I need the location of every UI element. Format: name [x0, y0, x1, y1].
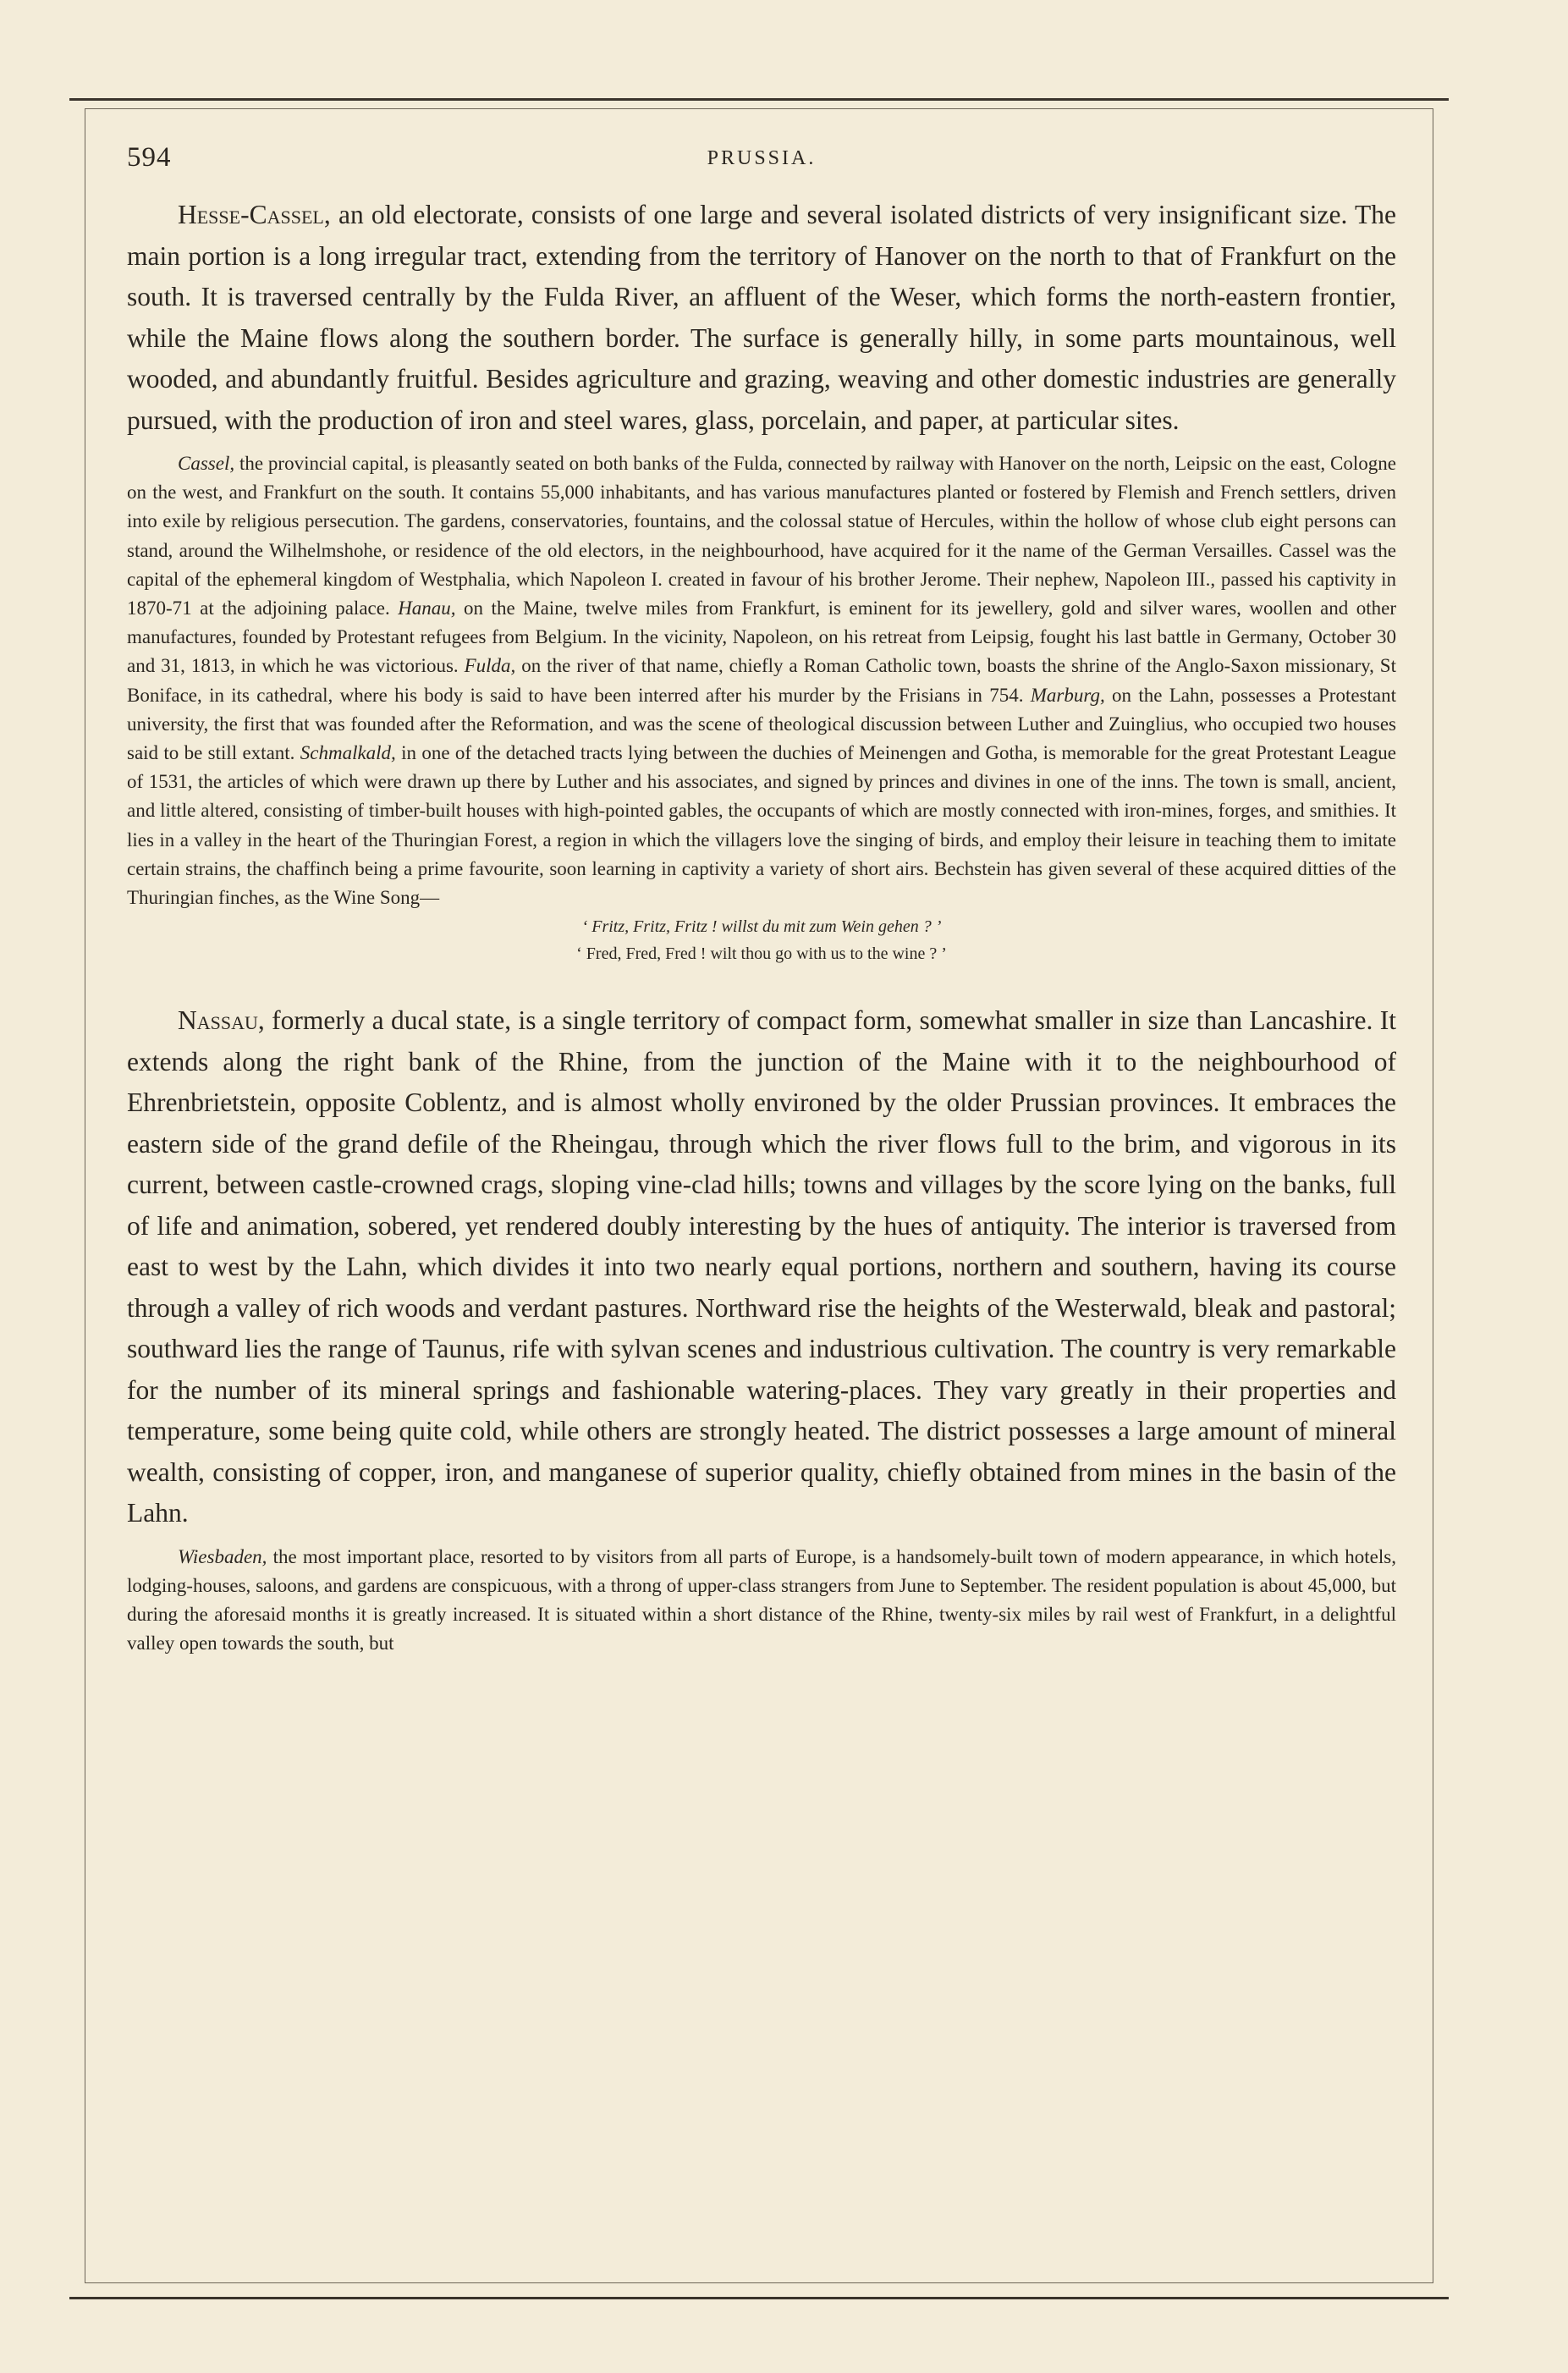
marburg-name: Marburg,: [1030, 684, 1105, 706]
hesse-cassel-lead: Hesse-Cassel,: [178, 200, 331, 229]
page-number: 594: [127, 142, 172, 173]
hanau-text: on the Maine, twelve miles from Frankfurt, is eminent for its jewellery, gold and silver wares, woollen and other manufactures, founded by Protestant refugees from Belgium. In the vicinity, Napoleon, on his retreat from Leipsig, fought his last battle in Germany, October 30 and 31, 1813, in which he was victorious.: [127, 597, 1396, 677]
nassau-lead: Nassau,: [178, 1005, 265, 1036]
schmalkald-text: in one of the detached tracts lying between the duchies of Meinengen and Gotha, is memorable for the great Protestant League of 1531, the articles of which were drawn up there by Luther and his associates, and signed by princes and divines in one of the inns. The town is small, ancient, and little altered, consisting of timber-built houses with high-pointed gables, the occupants of which are mostly connected with iron-mines, forges, and smithies. It lies in a valley in the heart of the Thuringian Forest, a region in which the villagers love the singing of birds, and employ their leisure in teaching them to imitate certain strains, the chaffinch being a prime favourite, soon learning in captivity a variety of short airs. Bechstein has given several of these acquired ditties of the Thuringian finches, as the Wine Song—: [127, 742, 1396, 909]
quote-english: ‘ Fred, Fred, Fred ! wilt thou go with us to the wine ? ’: [576, 944, 947, 964]
running-head: PRUSSIA.: [707, 147, 817, 169]
nassau-paragraph: [127, 1000, 1396, 1534]
quote-german-text: ‘ Fritz, Fritz, Fritz ! willst du mit zum Wein gehen ? ’: [581, 917, 942, 937]
wiesbaden-text: the most important place, resorted to by visitors from all parts of Europe, is a handsomely-built town of modern appearance, in which hotels, lodging-houses, saloons, and gardens are conspicuous, with a throng of upper-class strangers from June to September. The resident population is about 45,000, but during the aforesaid months it is greatly increased. It is situated within a short distance of the Rhine, twenty-six miles by rail west of Frankfurt, in a delightful valley open towards the south, but: [127, 1545, 1396, 1654]
page-header: [127, 142, 1396, 183]
wiesbaden-name: Wiesbaden,: [178, 1545, 267, 1567]
wiesbaden-note-paragraph: [127, 1543, 1396, 1659]
page-content: [127, 142, 1396, 1659]
nassau-text: formerly a ducal state, is a single territory of compact form, somewhat smaller in size than Lancashire. It extends along the right bank of the Rhine, from the junction of the Maine with it to the neighbourhood of Ehrenbrietstein, opposite Coblentz, and is almost wholly environed by the older Prussian provinces. It embraces the eastern side of the grand defile of the Rheingau, through which the river flows full to the brim, and vigorous in its current, between castle-crowned crags, sloping vine-clad hills; towns and villages by the score lying on the banks, full of life and animation, sobered, yet rendered doubly interesting by the hues of antiquity. The interior is traversed from east to west by the Lahn, which divides it into two nearly equal portions, northern and southern, having its course through a valley of rich woods and verdant pastures. Northward rise the heights of the Westerwald, bleak and pastoral; southward lies the range of Taunus, rife with sylvan scenes and industrious cultivation. The country is very remarkable for the number of its mineral springs and fashionable watering-places. They vary greatly in their properties and temperature, some being quite cold, while others are strongly heated. The district possesses a large amount of mineral wealth, consisting of copper, iron, and manganese of superior quality, chiefly obtained from mines in the basin of the Lahn.: [127, 1005, 1396, 1528]
hanau-name: Hanau,: [398, 597, 456, 619]
marburg-text: on the Lahn, possesses a Protestant university, the first that was founded after the Reformation, and was the scene of theological discussion between Luther and Zuinglius, who occupied two houses said to be still extant.: [127, 684, 1396, 764]
fulda-text: on the river of that name, chiefly a Roman Catholic town, boasts the shrine of the Anglo-Saxon missionary, St Boniface, in its cathedral, where his body is said to have been interred after his murder by the Frisians in 754.: [127, 655, 1396, 706]
hesse-cassel-text: an old electorate, consists of one large and several isolated districts of very insignificant size. The main portion is a long irregular tract, extending from the territory of Hanover on the north to that of Frankfurt on the south. It is traversed centrally by the Fulda River, an affluent of the Weser, which forms the north-eastern frontier, while the Maine flows along the southern border. The surface is generally hilly, in some parts mountainous, well wooded, and abundantly fruitful. Besides agriculture and grazing, weaving and other domestic industries are generally pursued, with the production of iron and steel wares, glass, porcelain, and paper, at particular sites.: [127, 200, 1396, 435]
fulda-name: Fulda,: [464, 655, 516, 677]
schmalkald-name: Schmalkald,: [300, 742, 396, 764]
cassel-note-paragraph: [127, 449, 1396, 912]
cassel-name: Cassel,: [178, 453, 235, 474]
hesse-cassel-paragraph: [127, 195, 1396, 441]
section-spacer: [127, 966, 1396, 988]
cassel-text: the provincial capital, is pleasantly seated on both banks of the Fulda, connected by railway with Hanover on the north, Leipsic on the east, Cologne on the west, and Frankfurt on the south. It contains 55,000 inhabitants, and has various manufactures planted or fostered by Flemish and French settlers, driven into exile by religious persecution. The gardens, conservatories, fountains, and the colossal statue of Hercules, within the hollow of whose club eight persons can stand, around the Wilhelmshohe, or residence of the old electors, in the neighbourhood, have acquired for it the name of the German Versailles. Cassel was the capital of the ephemeral kingdom of Westphalia, which Napoleon I. created in favour of his brother Jerome. Their nephew, Napoleon III., passed his captivity in 1870-71 at the adjoining palace.: [127, 453, 1396, 619]
quote-german: [127, 914, 1396, 939]
